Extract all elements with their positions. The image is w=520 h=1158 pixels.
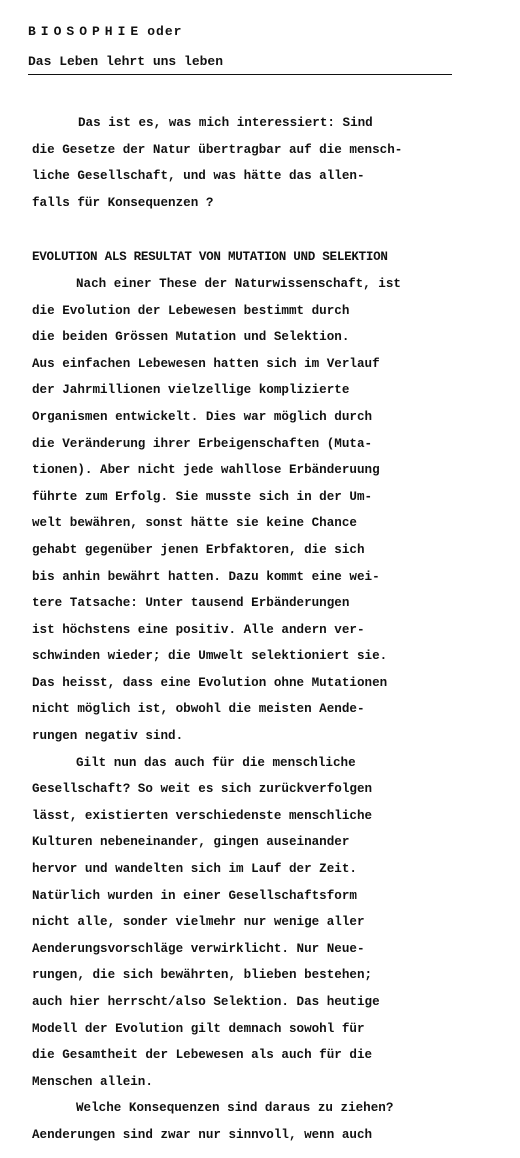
body-line: Menschen allein. [32,1074,153,1089]
body-line: nicht möglich ist, obwohl die meisten Aende- [32,702,365,717]
body-line: nicht alle, sonder vielmehr nur wenige aller [32,915,365,930]
document-title-suffix: oder [147,24,183,39]
body-line: Aenderungsvorschläge verwirklicht. Nur Neue- [32,941,365,956]
body-line: Nach einer These der Naturwissenschaft, ist [76,276,401,291]
body-line: Gilt nun das auch für die menschliche [76,755,356,770]
document-header [28,22,458,72]
body-line: der Jahrmillionen vielzellige komplizierte [32,383,350,398]
body-line: lässt, existierten verschiedenste menschliche [32,808,373,823]
body-line: führte zum Erfolg. Sie musste sich in der Um- [32,489,373,504]
paragraph-gap [32,216,516,244]
body-line: Aus einfachen Lebewesen hatten sich im Verlauf [32,356,380,371]
document-body [32,110,516,1149]
body-line: rungen, die sich bewährten, blieben bestehen; [32,968,373,983]
body-line: bis anhin bewährt hatten. Dazu kommt eine wei- [32,569,380,584]
body-line: falls für Konsequenzen ? [32,195,214,210]
body-line: Das heisst, dass eine Evolution ohne Mutationen [32,675,388,690]
body-line: die Evolution der Lebewesen bestimmt durch [32,303,350,318]
body-line: Gesellschaft? So weit es sich zurückverfolgen [32,782,373,797]
body-line: die Gesamtheit der Lebewesen als auch für die [32,1048,373,1063]
document-title: BIOSOPHIE [28,24,144,39]
title-underline [28,74,452,75]
body-line: hervor und wandelten sich im Lauf der Zeit. [32,862,357,877]
body-line: tere Tatsache: Unter tausend Erbänderungen [32,596,350,611]
body-line: die Gesetze der Natur übertragbar auf die mensch- [32,142,403,157]
body-line: Welche Konsequenzen sind daraus zu ziehen? [76,1101,394,1116]
body-line: schwinden wieder; die Umwelt selektioniert sie. [32,649,388,664]
body-line: liche Gesellschaft, und was hätte das allen- [32,169,365,184]
body-line: die beiden Grössen Mutation und Selektion. [32,330,350,345]
document-title-line [28,22,458,42]
document-subtitle: Das Leben lehrt uns leben [28,54,224,69]
body-line: auch hier herrscht/also Selektion. Das heutige [32,995,380,1009]
body-line: die Veränderung ihrer Erbeigenschaften (Muta- [32,436,373,451]
body-line: Organismen entwickelt. Dies war möglich durch [32,409,373,424]
section-heading: EVOLUTION ALS RESULTAT VON MUTATION UND SELEKTION [32,250,388,265]
body-line: ist höchstens eine positiv. Alle andern ver- [32,622,365,637]
body-line: gehabt gegenüber jenen Erbfaktoren, die sich [32,542,365,557]
body-line: Natürlich wurden in einer Gesellschaftsform [32,888,357,903]
body-line: rungen negativ sind. [32,729,184,744]
body-line: welt bewähren, sonst hätte sie keine Chance [32,516,357,531]
body-line: Kulturen nebeneinander, gingen auseinander [32,835,350,850]
body-line: Aenderungen sind zwar nur sinnvoll, wenn auch [32,1127,373,1142]
body-line: tionen). Aber nicht jede wahllose Erbänderuung [32,463,380,478]
body-line: Das ist es, was mich interessiert: Sind [78,116,373,130]
body-line: Modell der Evolution gilt demnach sowohl für [32,1021,365,1036]
